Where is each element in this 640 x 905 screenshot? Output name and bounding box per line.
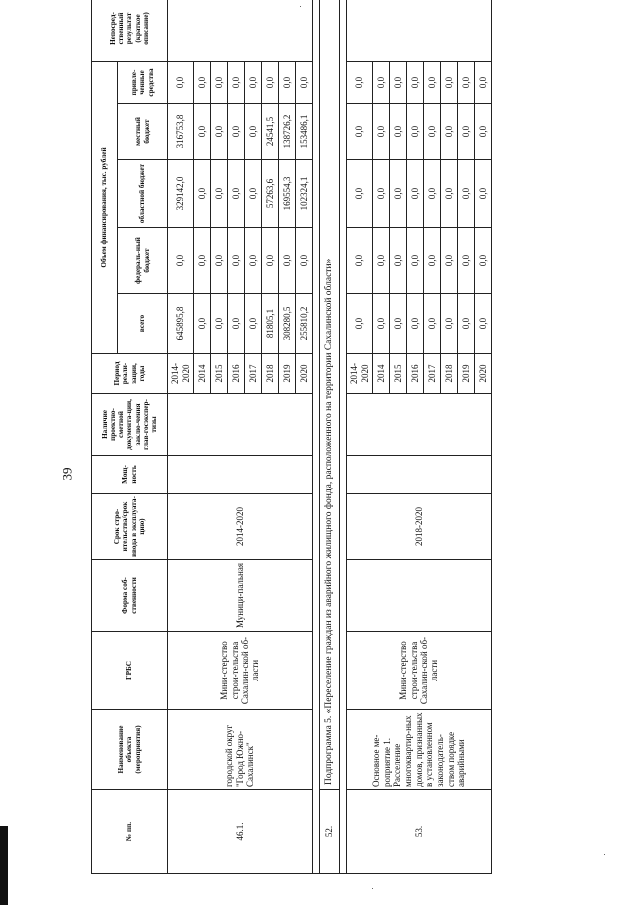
row53-year-period: 2016 bbox=[407, 354, 424, 394]
header-attracted: привле-ченные средства bbox=[118, 61, 168, 103]
row46-year-federal: 0,0 bbox=[194, 228, 211, 294]
row53-year-total: 0,0 bbox=[390, 294, 407, 354]
row46-year-total: 81805,1 bbox=[262, 294, 279, 354]
row46-year-period: 2017 bbox=[245, 354, 262, 394]
row53-year-federal: 0,0 bbox=[441, 228, 458, 294]
row53-year-regional: 0,0 bbox=[373, 160, 390, 228]
row46-year-local: 0,0 bbox=[211, 104, 228, 160]
header-federal: федераль-ный бюджет bbox=[118, 228, 168, 294]
row46-year-total: 255810,2 bbox=[296, 294, 313, 354]
header-docs: Наличие проектно-сметной документа-ции, заклю-чения глав-госэкспер-тизы bbox=[92, 394, 168, 456]
row46-year-attracted: 0,0 bbox=[245, 61, 262, 103]
row46-year-federal: 0,0 bbox=[245, 228, 262, 294]
row53-year-regional: 0,0 bbox=[347, 160, 373, 228]
row46-year-total: 0,0 bbox=[245, 294, 262, 354]
row53-year-federal: 0,0 bbox=[407, 228, 424, 294]
row46-year-total: 0,0 bbox=[211, 294, 228, 354]
row46-num: 46.1. bbox=[168, 790, 313, 874]
row53-capacity bbox=[347, 456, 492, 494]
row53-year-local: 0,0 bbox=[441, 104, 458, 160]
row46-year-regional: 102324,1 bbox=[296, 160, 313, 228]
row52-num: 52. bbox=[320, 790, 340, 874]
row-gap bbox=[313, 0, 320, 874]
row46-year-attracted: 0,0 bbox=[194, 61, 211, 103]
row53-year-period: 2020 bbox=[475, 354, 492, 394]
row53-year-period: 2019 bbox=[458, 354, 475, 394]
row53-year-attracted: 0,0 bbox=[347, 61, 373, 103]
row52-title: Подпрограмма 5. «Переселение граждан из аварийного жилищного фонда, расположенного на территории Сахалинской области» bbox=[320, 0, 340, 790]
row46-ownership: Муници-пальная bbox=[168, 560, 313, 632]
row53-period-build: 2018-2020 bbox=[347, 494, 492, 560]
row53-year-local: 0,0 bbox=[373, 104, 390, 160]
row46-year-regional: 0,0 bbox=[245, 160, 262, 228]
header-num: № пп. bbox=[92, 790, 168, 874]
row53-year-regional: 0,0 bbox=[475, 160, 492, 228]
row46-year-regional: 57263,6 bbox=[262, 160, 279, 228]
page-number: 39 bbox=[59, 467, 75, 481]
row46-year-attracted: 0,0 bbox=[296, 61, 313, 103]
row46-year-local: 24541,5 bbox=[262, 104, 279, 160]
header-ownership: Форма соб-ственности bbox=[92, 560, 168, 632]
row53-year-regional: 0,0 bbox=[458, 160, 475, 228]
header-grbs: ГРБС bbox=[92, 632, 168, 710]
row46-year-period: 2018 bbox=[262, 354, 279, 394]
row46-year-local: 153486,1 bbox=[296, 104, 313, 160]
row53-year-attracted: 0,0 bbox=[441, 61, 458, 103]
row53-year-period: 2015 bbox=[390, 354, 407, 394]
row46-docs bbox=[168, 394, 313, 456]
row46-year-local: 316753,8 bbox=[168, 104, 194, 160]
row53-year-regional: 0,0 bbox=[390, 160, 407, 228]
row46-year-local: 0,0 bbox=[194, 104, 211, 160]
header-capacity: Мощ-ность bbox=[92, 456, 168, 494]
row53-year-total: 0,0 bbox=[347, 294, 373, 354]
row53-name: Основное ме-роприятие 1. Расселение многоквартир-ных домов, признанных в установленном законодатель-ством порядке аварийными bbox=[347, 710, 492, 790]
row46-year-attracted: 0,0 bbox=[211, 61, 228, 103]
header-name: Наименование объекта (мероприятия) bbox=[92, 710, 168, 790]
row53-year-total: 0,0 bbox=[475, 294, 492, 354]
row46-name: городской округ "Город Южно-Сахалинск" bbox=[168, 710, 313, 790]
row46-year-federal: 0,0 bbox=[296, 228, 313, 294]
row46-year-attracted: 0,0 bbox=[168, 61, 194, 103]
row46-year-local: 0,0 bbox=[228, 104, 245, 160]
row53-year-federal: 0,0 bbox=[390, 228, 407, 294]
row46-year-regional: 329142,0 bbox=[168, 160, 194, 228]
row53-result bbox=[347, 0, 492, 61]
header-local: местный бюджет bbox=[118, 104, 168, 160]
row53-year-total: 0,0 bbox=[407, 294, 424, 354]
row46-year-federal: 0,0 bbox=[279, 228, 296, 294]
row46-year-period: 2015 bbox=[211, 354, 228, 394]
row46-year-total: 645895,8 bbox=[168, 294, 194, 354]
row53-year-local: 0,0 bbox=[347, 104, 373, 160]
row46-grbs: Мини-стерство строи-тельства Сахалин-ской об-ласти bbox=[168, 632, 313, 710]
row53-year-total: 0,0 bbox=[458, 294, 475, 354]
row46-year-local: 138726,2 bbox=[279, 104, 296, 160]
row46-year-total: 0,0 bbox=[194, 294, 211, 354]
row46-year-period: 2020 bbox=[296, 354, 313, 394]
row53-year-local: 0,0 bbox=[424, 104, 441, 160]
row-gap bbox=[340, 0, 347, 874]
row53-year-regional: 0,0 bbox=[424, 160, 441, 228]
row46-period-build: 2014-2020 bbox=[168, 494, 313, 560]
row53-year-federal: 0,0 bbox=[347, 228, 373, 294]
row53-year-attracted: 0,0 bbox=[424, 61, 441, 103]
row46-year-period: 2016 bbox=[228, 354, 245, 394]
row-gap-cell bbox=[313, 0, 320, 874]
row46-year-regional: 169554,3 bbox=[279, 160, 296, 228]
row46-year-regional: 0,0 bbox=[228, 160, 245, 228]
header-financing: Объем финансирования, тыс. рублей bbox=[92, 61, 118, 353]
financing-table bbox=[91, 0, 492, 874]
row46-year-period: 2014 bbox=[194, 354, 211, 394]
row53-year-local: 0,0 bbox=[475, 104, 492, 160]
row46-year-period: 2019 bbox=[279, 354, 296, 394]
row46-year-attracted: 0,0 bbox=[228, 61, 245, 103]
row46-year-regional: 0,0 bbox=[211, 160, 228, 228]
row53-year-attracted: 0,0 bbox=[475, 61, 492, 103]
row53-year-federal: 0,0 bbox=[424, 228, 441, 294]
row53-year-period: 2014 bbox=[373, 354, 390, 394]
header-result: Непосред-ственный результат (краткое описание) bbox=[92, 0, 168, 61]
row53-year-regional: 0,0 bbox=[407, 160, 424, 228]
header-period-impl: Период реали-зации, годы bbox=[92, 354, 168, 394]
header-total: всего bbox=[118, 294, 168, 354]
row53-year-federal: 0,0 bbox=[373, 228, 390, 294]
row46-year-total: 308280,5 bbox=[279, 294, 296, 354]
row53-year-local: 0,0 bbox=[458, 104, 475, 160]
row53-year-local: 0,0 bbox=[407, 104, 424, 160]
row53-year-federal: 0,0 bbox=[458, 228, 475, 294]
row53-num: 53. bbox=[347, 790, 492, 874]
row53-year-attracted: 0,0 bbox=[407, 61, 424, 103]
row-gap-cell bbox=[340, 0, 347, 874]
row46-year-federal: 0,0 bbox=[211, 228, 228, 294]
row53-year-local: 0,0 bbox=[390, 104, 407, 160]
row53-year-federal: 0,0 bbox=[475, 228, 492, 294]
rotated-table-wrapper bbox=[91, 12, 496, 874]
row46-year-federal: 0,0 bbox=[228, 228, 245, 294]
row53-year-total: 0,0 bbox=[441, 294, 458, 354]
scan-speck bbox=[372, 888, 373, 889]
header-period-build: Срок стро-ительства/срок ввода в эксплуата-цию) bbox=[92, 494, 168, 560]
row46-year-attracted: 0,0 bbox=[262, 61, 279, 103]
row53-year-period: 2018 bbox=[441, 354, 458, 394]
row53-ownership bbox=[347, 560, 492, 632]
row53-year-period: 2014-2020 bbox=[347, 354, 373, 394]
row53-year-period: 2017 bbox=[424, 354, 441, 394]
row53-grbs: Мини-стерство строи-тельства Сахалин-ской об-ласти bbox=[347, 632, 492, 710]
header-regional: областной бюджет bbox=[118, 160, 168, 228]
row53-docs bbox=[347, 394, 492, 456]
row46-year-federal: 0,0 bbox=[168, 228, 194, 294]
row46-capacity bbox=[168, 456, 313, 494]
row46-result bbox=[168, 0, 313, 61]
scan-speck bbox=[604, 854, 605, 855]
scan-speck bbox=[300, 6, 301, 7]
row46-year-local: 0,0 bbox=[245, 104, 262, 160]
row46-year-total: 0,0 bbox=[228, 294, 245, 354]
row53-year-attracted: 0,0 bbox=[390, 61, 407, 103]
row46-year-attracted: 0,0 bbox=[279, 61, 296, 103]
row53-year-regional: 0,0 bbox=[441, 160, 458, 228]
row53-year-total: 0,0 bbox=[424, 294, 441, 354]
row46-year-period: 2014-2020 bbox=[168, 354, 194, 394]
row53-year-attracted: 0,0 bbox=[373, 61, 390, 103]
scan-edge-bar bbox=[0, 826, 8, 905]
row46-year-federal: 0,0 bbox=[262, 228, 279, 294]
row53-year-attracted: 0,0 bbox=[458, 61, 475, 103]
row46-year-regional: 0,0 bbox=[194, 160, 211, 228]
row53-year-total: 0,0 bbox=[373, 294, 390, 354]
